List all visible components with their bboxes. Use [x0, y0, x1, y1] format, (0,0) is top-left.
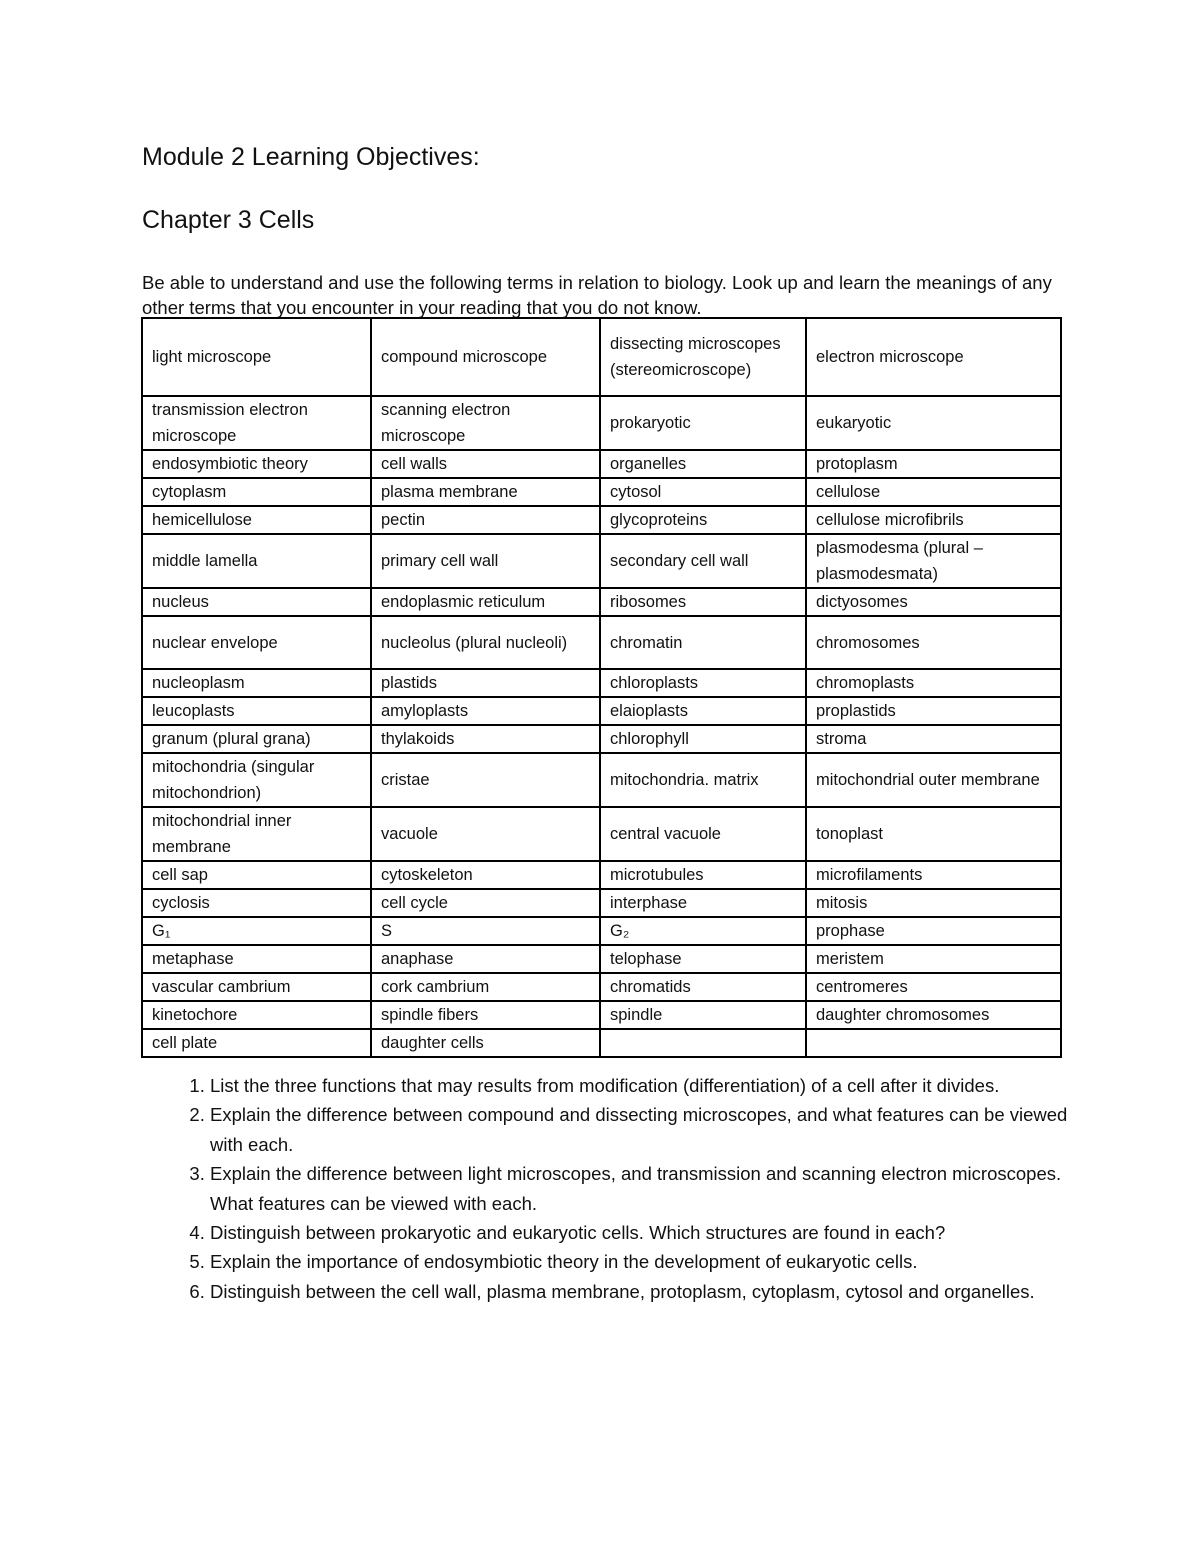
intro-paragraph: Be able to understand and use the following terms in relation to biology. Look up and learn the meanings of any other terms that you encounter in your reading that you do not know. [142, 272, 1052, 318]
term-cell: plasmodesma (plural – plasmodesmata) [806, 534, 1061, 588]
question-item: 1. List the three functions that may results from modification (differentiation) of a cell after it divides. [210, 1071, 1100, 1100]
term-cell: mitosis [806, 889, 1061, 917]
term-cell: cyclosis [142, 889, 371, 917]
terms-row [142, 1001, 1061, 1029]
term-cell: cell cycle [371, 889, 600, 917]
term-cell: daughter chromosomes [806, 1001, 1061, 1029]
term-cell: primary cell wall [371, 534, 600, 588]
term-cell: mitochondrial inner membrane [142, 807, 371, 861]
term-cell: central vacuole [600, 807, 806, 861]
term-cell: thylakoids [371, 725, 600, 753]
term-cell: cell plate [142, 1029, 371, 1057]
terms-row [142, 450, 1061, 478]
term-cell: scanning electron microscope [371, 396, 600, 450]
question-item: 5. Explain the importance of endosymbiotic theory in the development of eukaryotic cells. [210, 1247, 1100, 1276]
terms-row [142, 917, 1061, 945]
term-cell: cellulose microfibrils [806, 506, 1061, 534]
terms-row [142, 861, 1061, 889]
term-cell: endosymbiotic theory [142, 450, 371, 478]
terms-row [142, 945, 1061, 973]
term-cell: mitochondria. matrix [600, 753, 806, 807]
terms-row [142, 669, 1061, 697]
term-cell: dictyosomes [806, 588, 1061, 616]
term-cell: organelles [600, 450, 806, 478]
term-cell: leucoplasts [142, 697, 371, 725]
term-cell: G₂ [600, 917, 806, 945]
term-cell: anaphase [371, 945, 600, 973]
chapter-heading: Chapter 3 Cells [142, 206, 315, 234]
question-item: 6. Distinguish between the cell wall, plasma membrane, protoplasm, cytoplasm, cytosol and organelles. [210, 1277, 1100, 1306]
term-cell: light microscope [142, 318, 371, 396]
term-cell: microtubules [600, 861, 806, 889]
terms-row [142, 534, 1061, 588]
term-cell: mitochondrial outer membrane [806, 753, 1061, 807]
term-cell: chromosomes [806, 616, 1061, 669]
term-cell: metaphase [142, 945, 371, 973]
question-item: 3. Explain the difference between light microscopes, and transmission and scanning electron microscopes. What features can be viewed with each. [210, 1159, 1100, 1218]
term-cell: meristem [806, 945, 1061, 973]
term-cell: G₁ [142, 917, 371, 945]
terms-row [142, 725, 1061, 753]
term-cell: mitochondria (singular mitochondrion) [142, 753, 371, 807]
term-cell: chromatids [600, 973, 806, 1001]
term-cell: vascular cambrium [142, 973, 371, 1001]
term-cell: secondary cell wall [600, 534, 806, 588]
terms-row [142, 506, 1061, 534]
term-cell: nucleoplasm [142, 669, 371, 697]
term-cell: transmission electron microscope [142, 396, 371, 450]
term-cell: glycoproteins [600, 506, 806, 534]
term-cell: cytoplasm [142, 478, 371, 506]
term-cell: chromoplasts [806, 669, 1061, 697]
term-cell: dissecting microscopes (stereomicroscope) [600, 318, 806, 396]
term-cell: prokaryotic [600, 396, 806, 450]
term-cell: tonoplast [806, 807, 1061, 861]
term-cell: nuclear envelope [142, 616, 371, 669]
term-cell: cell sap [142, 861, 371, 889]
term-cell: plastids [371, 669, 600, 697]
term-cell: nucleus [142, 588, 371, 616]
term-cell: cytosol [600, 478, 806, 506]
term-cell: chlorophyll [600, 725, 806, 753]
term-cell: ribosomes [600, 588, 806, 616]
term-cell: stroma [806, 725, 1061, 753]
term-cell: daughter cells [371, 1029, 600, 1057]
terms-row [142, 753, 1061, 807]
term-cell: endoplasmic reticulum [371, 588, 600, 616]
terms-row [142, 318, 1061, 396]
terms-row [142, 478, 1061, 506]
term-cell: compound microscope [371, 318, 600, 396]
term-cell: amyloplasts [371, 697, 600, 725]
term-cell: pectin [371, 506, 600, 534]
terms-row [142, 889, 1061, 917]
term-cell: prophase [806, 917, 1061, 945]
term-cell: proplastids [806, 697, 1061, 725]
terms-row [142, 697, 1061, 725]
term-cell: microfilaments [806, 861, 1061, 889]
term-cell: cell walls [371, 450, 600, 478]
term-cell: electron microscope [806, 318, 1061, 396]
term-cell: plasma membrane [371, 478, 600, 506]
term-cell [600, 1029, 806, 1057]
term-cell: S [371, 917, 600, 945]
term-cell: spindle fibers [371, 1001, 600, 1029]
term-cell: vacuole [371, 807, 600, 861]
term-cell: kinetochore [142, 1001, 371, 1029]
page-title: Module 2 Learning Objectives: [142, 143, 480, 171]
terms-row [142, 1029, 1061, 1057]
terms-row [142, 807, 1061, 861]
term-cell: cristae [371, 753, 600, 807]
term-cell: elaioplasts [600, 697, 806, 725]
term-cell: telophase [600, 945, 806, 973]
term-cell: granum (plural grana) [142, 725, 371, 753]
terms-row [142, 588, 1061, 616]
term-cell [806, 1029, 1061, 1057]
term-cell: hemicellulose [142, 506, 371, 534]
term-cell: cork cambrium [371, 973, 600, 1001]
terms-row [142, 396, 1061, 450]
terms-row [142, 616, 1061, 669]
term-cell: chromatin [600, 616, 806, 669]
term-cell: spindle [600, 1001, 806, 1029]
question-item: 4. Distinguish between prokaryotic and eukaryotic cells. Which structures are found in each? [210, 1218, 1100, 1247]
term-cell: nucleolus (plural nucleoli) [371, 616, 600, 669]
term-cell: cytoskeleton [371, 861, 600, 889]
terms-row [142, 973, 1061, 1001]
term-cell: protoplasm [806, 450, 1061, 478]
term-cell: chloroplasts [600, 669, 806, 697]
term-cell: eukaryotic [806, 396, 1061, 450]
question-item: 2. Explain the difference between compound and dissecting microscopes, and what features can be viewed with each. [210, 1100, 1100, 1159]
term-cell: middle lamella [142, 534, 371, 588]
term-cell: interphase [600, 889, 806, 917]
term-cell: cellulose [806, 478, 1061, 506]
term-cell: centromeres [806, 973, 1061, 1001]
questions-list [168, 1071, 1100, 1306]
terms-table [141, 317, 1062, 1058]
